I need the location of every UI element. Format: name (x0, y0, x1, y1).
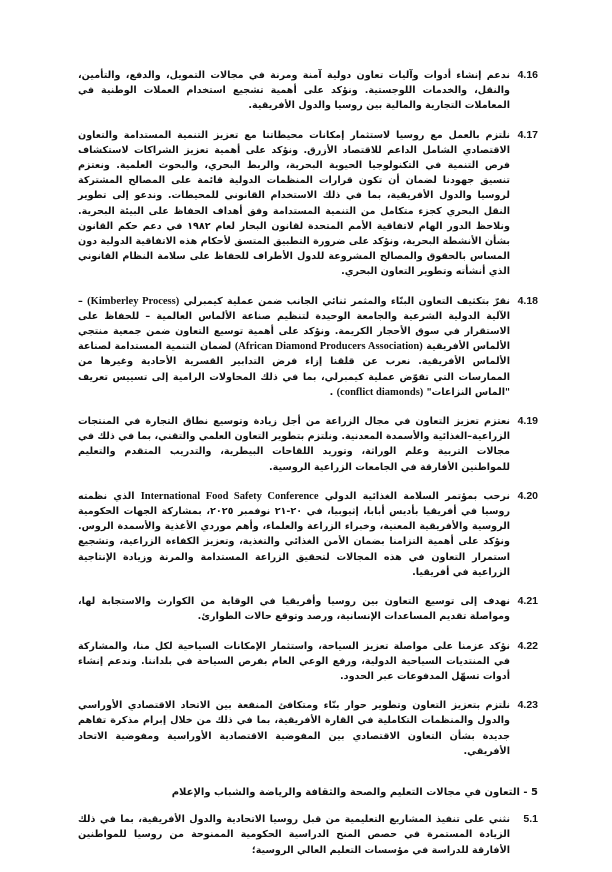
paragraph-number: 4.16 (517, 69, 538, 81)
paragraph-number: 4.17 (517, 128, 538, 141)
paragraph-4-18 (78, 294, 538, 400)
text-segment: – الآلية الدولية الشرعية والجامعة الوحيدة لتنظيم صناعة الألماس العالمية – للحفاظ على الاستقرار في سوق الأحجار الكريمة. ونؤكد على أهمية توسيع التعاون ضمن جمعية منتجي الألماس الأفريقية (78, 295, 511, 353)
paragraph-text: نهدف إلى توسيع التعاون بين روسيا وأفريقيا في الوقاية من الكوارث والاستجابة لها، ومواصلة تقديم المساعدات الإنسانية، ورصد وتوقع حالات الطوارئ. (78, 596, 510, 623)
paragraph-text (78, 489, 510, 580)
paragraph-number: 4.23 (517, 699, 538, 712)
paragraph-number: 5.1 (523, 813, 538, 826)
text-segment: . (329, 386, 337, 398)
paragraph-4-19 (78, 414, 538, 475)
paragraph-4-17 (78, 128, 538, 280)
section-heading: 5 - التعاون في مجالات التعليم والصحة والثقافة والرياضة والشباب والإعلام (171, 786, 538, 798)
paragraph-text: نلتزم بتعزيز التعاون وتطوير حوار بنّاء ومتكافئ المنفعة بين الاتحاد الاقتصادي الأوراسي والدول والمنظمات التكاملية في القارة الأفريقية، بما في ذلك من خلال إبرام مذكرة تفاهم جديدة بشأن التعاون الاقتصادي بين المفوضية الاقتصادية الأوراسية ومفوضية الاتحاد الأفريقي. (78, 700, 510, 757)
document-page (78, 68, 538, 872)
paragraph-4-23 (78, 698, 538, 759)
paragraph-4-21 (78, 594, 538, 624)
paragraph-text: ندعم إنشاء أدوات وآليات تعاون دولية آمنة ومرنة في مجالات التمويل، والدفع، والتأمين، والنقل، والخدمات اللوجستية. ونؤكد على أهمية تشجيع استخدام العملات الوطنية في المعاملات التجارية والمالية بين روسيا والدول الأفريقية. (78, 70, 510, 112)
paragraph-text: نلتزم بالعمل مع روسيا لاستثمار إمكانات محيطاتنا مع تعزيز التنمية المستدامة والتعاون الاقتصادي الشامل الداعم للاقتصاد الأزرق. ونؤكد على أهمية تعزيز الشراكات لاستكشاف فرص التنمية في التكنولوجيا الحيوية البحرية، والربط البحري، والبحوث العلمية. ونعتزم تنسيق جهودنا لضمان أن تكون قرارات المنظمات الدولية قائمة على المصالح المشتركة لروسيا والدول الأفريقية، بما في ذلك الاستخدام القانوني للمحيطات. وندعو إلى تطوير النقل البحري كجزء متكامل من التنمية المستدامة وفق أهداف الحفاظ على البيئة البحرية. ونلاحظ الدور الهام لاتفاقية الأمم المتحدة لقانون البحار لعام ١٩٨٢ في دعم حكم القانون بشأن الأنشطة البحرية، ونؤكد على ضرورة التطبيق المتسق لأحكام هذه الاتفاقية الدولية دون المساس بالحقوق والمصالح المشروعة للدول الأطراف للحفاظ على سلامة النظام القانوني الذي أنشأته وتطوير التعاون البحري. (78, 129, 510, 278)
paragraph-4-22 (78, 639, 538, 685)
paragraph-number: 4.19 (517, 415, 538, 428)
paragraph-text: نؤكد عزمنا على مواصلة تعزيز السياحة، واستثمار الإمكانات السياحية لكل منا، والمشاركة في المنتديات السياحية الدولية، ورفع الوعي العام بفرص السياحة في بلداننا. وندعم إنشاء أدوات تسهّل المدفوعات عبر الحدود. (78, 640, 510, 682)
conflict-diamonds-term: (conflict diamonds) (336, 386, 424, 398)
text-segment: لضمان التنمية المستدامة لصناعة الألماس الأفريقية. نعرب عن قلقنا إزاء فرض التدابير القسرية الأحادية وغيرها من الممارسات التي تقوّض عملية كيمبرلي، بما في ذلك المحاولات الرامية إلى تسييس تعريف "الماس النزاعات" (78, 341, 510, 398)
kimberley-process-term: (Kimberley Process) (87, 295, 180, 307)
text-segment: نرحب بمؤتمر السلامة الغذائية الدولي (318, 490, 511, 502)
text-segment: نقرّ بتكثيف التعاون البنّاء والمثمر ثنائي الجانب ضمن عملية كيمبرلي (179, 295, 510, 307)
paragraph-number: 4.20 (517, 489, 538, 502)
adpa-term: (African Diamond Producers Association) (234, 341, 423, 353)
paragraph-number: 4.18 (517, 294, 538, 307)
paragraph-text (78, 294, 510, 400)
paragraph-number: 4.22 (517, 639, 538, 652)
paragraph-4-16 (78, 68, 538, 114)
paragraph-number: 4.21 (517, 595, 538, 608)
conference-name-term: International Food Safety Conference (140, 490, 319, 502)
paragraph-text: نثني على تنفيذ المشاريع التعليمية من قبل روسيا الاتحادية والدول الأفريقية، بما في ذلك الزيادة المستمرة في حصص المنح الدراسية الحكومية الممنوحة من روسيا للمواطنين الأفارقة للدراسة في مؤسسات التعليم العالي الروسية؛ (78, 814, 510, 856)
paragraph-4-20 (78, 489, 538, 580)
text-segment: الذي نظمته روسيا في أفريقيا بأديس أبابا، إثيوبيا، في ٢٠-٢١ نوفمبر ٢٠٢٥، بمشاركة الجهات الحكومية الروسية والأفريقية المعنية، وخبراء الزراعة والعلماء، وأهم موردي الأغذية والأسمدة الروس. ونؤكد على أهمية التزامنا بضمان الأمن الغذائي والتغذية، وتعزيز الكفاءة الزراعية، وتشجيع استمرار التعاون في هذه المجالات لتحقيق الزراعة المستدامة والمرنة وزيادة الإنتاجية الزراعية في أفريقيا. (78, 490, 510, 578)
paragraph-text: نعتزم تعزيز التعاون في مجال الزراعة من أجل زيادة وتوسيع نطاق التجارة في المنتجات الزراعية–الغذائية والأسمدة المعدنية. ونلتزم بتطوير التعاون العلمي والتقني، بما في ذلك في مجالات التربية وعلم الوراثة، وتوريد اللقاحات البيطرية، والتدريب المتقدم والتعليم للمواطنين الأفارقة في الجامعات الزراعية الروسية. (78, 416, 510, 473)
paragraph-5-1 (78, 812, 538, 858)
